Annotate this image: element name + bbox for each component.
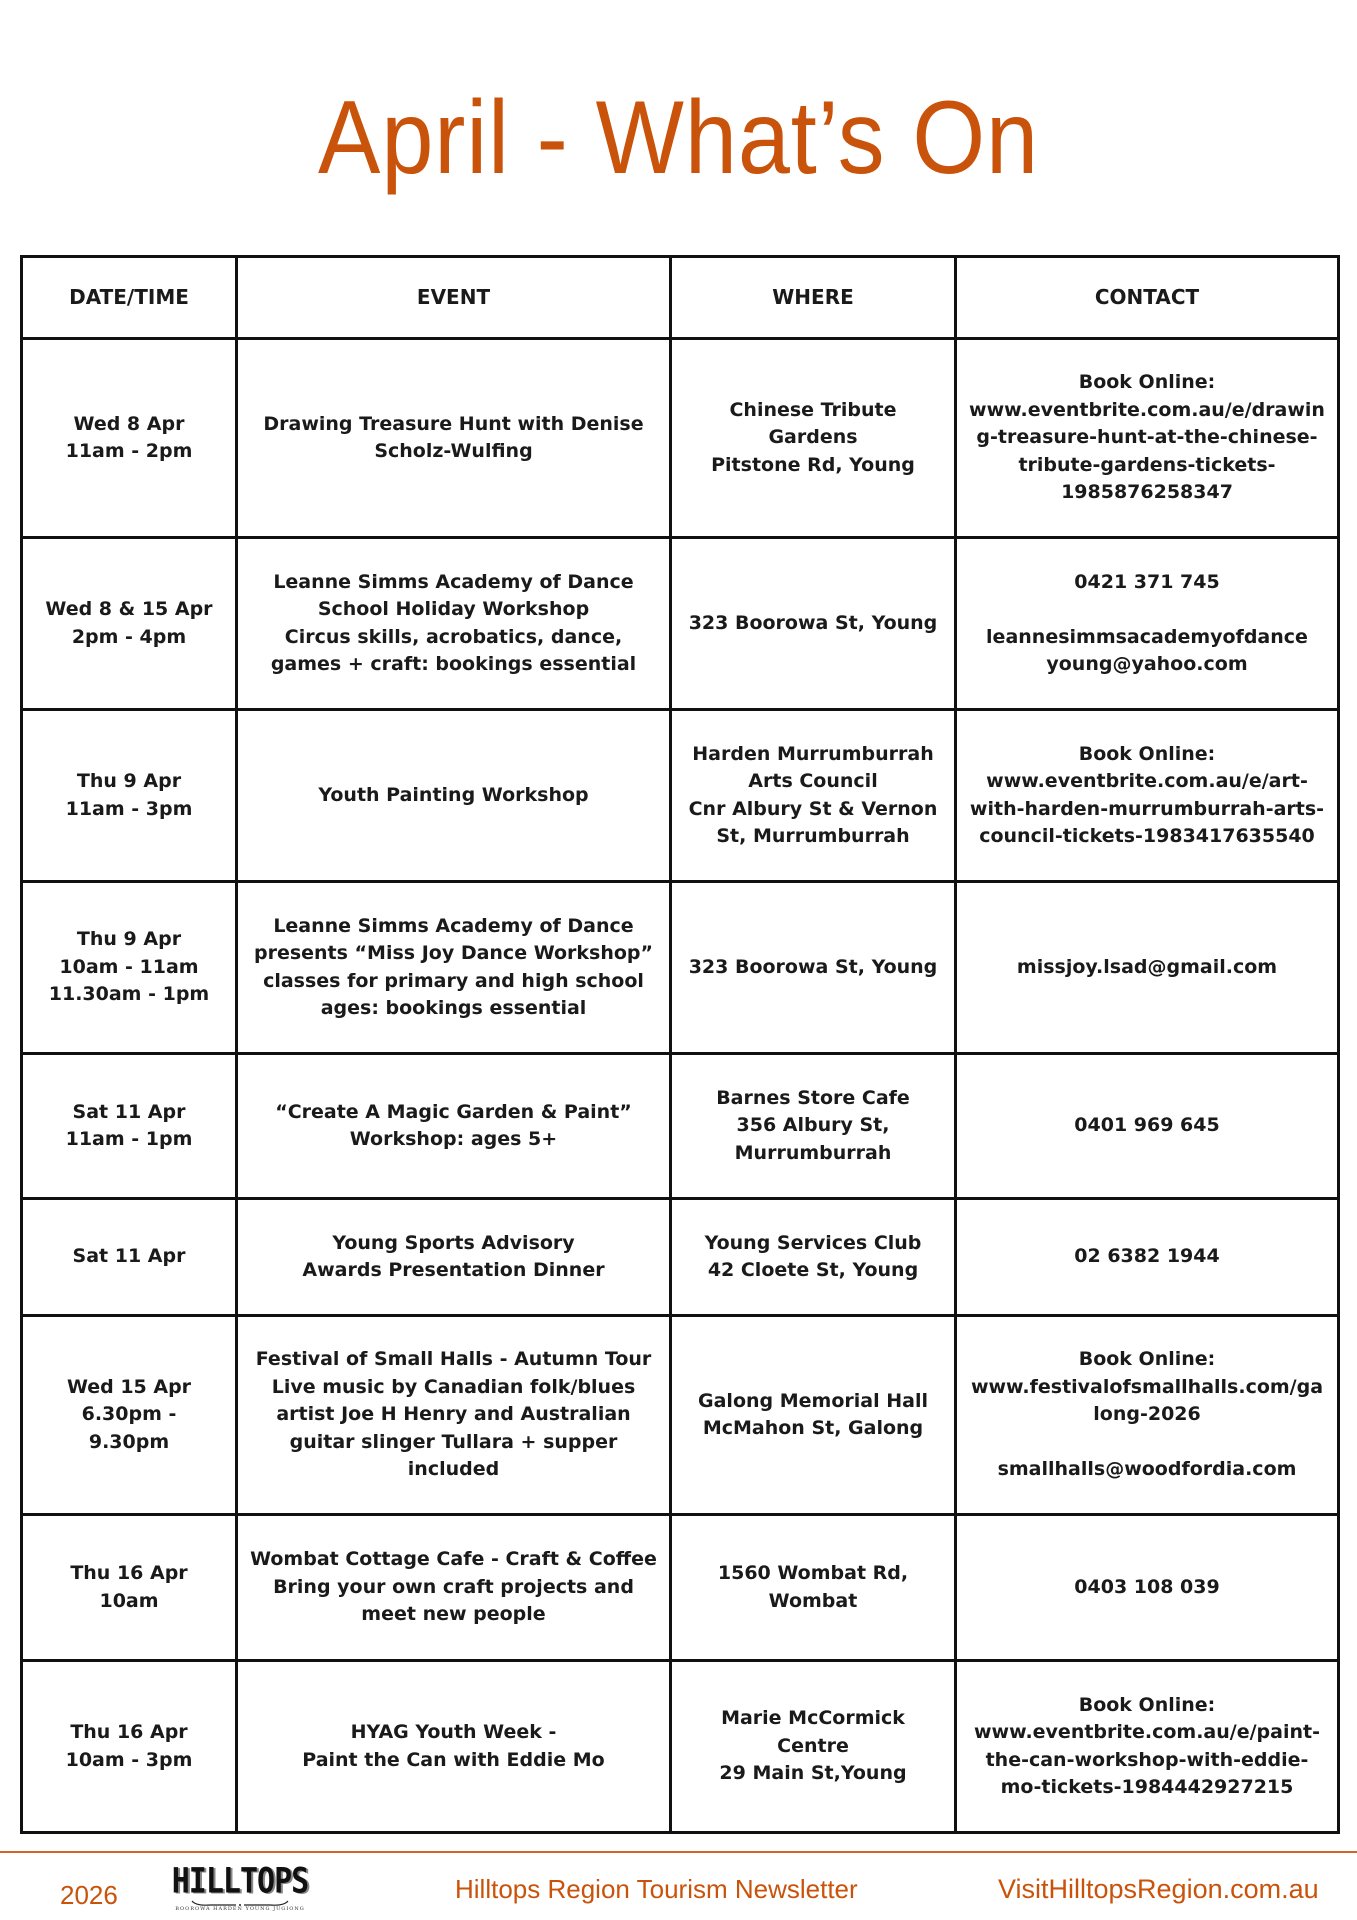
cell-where-line: Chinese Tribute <box>729 398 897 421</box>
cell-event-line: artist Joe H Henry and Australian <box>276 1403 631 1426</box>
cell-where-line: 1560 Wombat Rd, <box>717 1562 909 1584</box>
cell-contact <box>956 1054 1339 1199</box>
cell-where <box>671 1199 956 1316</box>
cell-event-line: Awards Presentation Dinner <box>302 1259 605 1281</box>
cell-where <box>671 339 956 538</box>
footer-website-link[interactable]: VisitHilltopsRegion.com.au <box>998 1874 1319 1904</box>
cell-contact-line: 02 6382 1944 <box>1074 1245 1220 1268</box>
cell-where-line: St, Murrumburrah <box>716 825 910 847</box>
header-date-time: DATE/TIME <box>22 257 237 339</box>
cell-event <box>237 710 671 882</box>
cell-date-line: Thu 16 Apr <box>70 1721 188 1743</box>
cell-contact-line[interactable]: www.festivalofsmallhalls.com/ga <box>970 1375 1324 1398</box>
page-title: April - What’s On <box>318 80 1039 196</box>
cell-contact-line: 0401 969 645 <box>1074 1114 1220 1137</box>
cell-where-line: McMahon St, Galong <box>702 1417 924 1439</box>
cell-contact-line: long-2026 <box>1093 1403 1201 1426</box>
cell-date-line: Wed 15 Apr <box>66 1375 192 1398</box>
cell-contact-line: the-can-workshop-with-eddie- <box>985 1748 1309 1771</box>
cell-date-line: 11.30am - 1pm <box>48 983 210 1006</box>
cell-contact-line[interactable]: www.eventbrite.com.au/e/paint- <box>974 1721 1320 1743</box>
cell-event-line: HYAG Youth Week - <box>350 1721 557 1743</box>
cell-where-line: Marie McCormick <box>721 1707 905 1730</box>
table-row <box>22 882 1339 1054</box>
cell-date-line: 10am - 3pm <box>65 1748 193 1771</box>
cell-date <box>22 1515 237 1661</box>
cell-contact <box>956 1661 1339 1833</box>
cell-contact-line: tribute-gardens-tickets- <box>1018 453 1276 476</box>
cell-where-line: 356 Albury St, <box>736 1114 890 1137</box>
cell-event-line: Bring your own craft projects and <box>273 1575 634 1598</box>
cell-contact-line: 1985876258347 <box>1061 481 1233 504</box>
cell-event <box>237 1515 671 1661</box>
cell-contact-line <box>963 1429 1331 1457</box>
cell-date-line: 2pm - 4pm <box>71 625 187 648</box>
cell-contact <box>956 882 1339 1054</box>
cell-date <box>22 339 237 538</box>
cell-where-line: 42 Cloete St, Young <box>707 1259 919 1281</box>
cell-event-line: Live music by Canadian folk/blues <box>271 1375 636 1398</box>
cell-date <box>22 1316 237 1515</box>
cell-event-line: ages: bookings essential <box>320 997 587 1019</box>
cell-contact-line[interactable]: www.eventbrite.com.au/e/art- <box>986 770 1308 792</box>
cell-event-line: Drawing Treasure Hunt with Denise <box>263 412 644 435</box>
cell-where-line: Pitstone Rd, Young <box>711 453 915 476</box>
cell-contact-line: g-treasure-hunt-at-the-chinese- <box>976 426 1318 449</box>
cell-event-line: meet new people <box>361 1603 546 1626</box>
cell-date-line: 11am - 3pm <box>65 797 193 820</box>
header-where: WHERE <box>671 257 956 339</box>
cell-event <box>237 882 671 1054</box>
cell-event-line: presents “Miss Joy Dance Workshop” <box>253 942 654 964</box>
cell-contact <box>956 538 1339 710</box>
table-header-row <box>22 257 1339 339</box>
cell-event-line: games + craft: bookings essential <box>270 653 637 675</box>
cell-where-line: Gardens <box>768 426 858 449</box>
table-row <box>22 1054 1339 1199</box>
table-row <box>22 1316 1339 1515</box>
cell-where-line: Centre <box>777 1734 849 1757</box>
cell-date-line: Wed 8 Apr <box>73 412 185 435</box>
cell-date-line: Sat 11 Apr <box>72 1100 186 1123</box>
cell-event <box>237 1316 671 1515</box>
cell-date-line: Sat 11 Apr <box>72 1245 186 1268</box>
cell-where-line: 29 Main St,Young <box>719 1762 907 1785</box>
cell-event-line: Leanne Simms Academy of Dance <box>273 914 634 937</box>
table-row <box>22 710 1339 882</box>
cell-where-line: Murrumburrah <box>734 1141 892 1164</box>
cell-contact-line[interactable]: smallhalls@woodfordia.com <box>997 1458 1297 1481</box>
cell-date-line: 6.30pm - <box>81 1403 177 1426</box>
cell-event <box>237 1661 671 1833</box>
cell-contact-line: Book Online: <box>1078 371 1216 394</box>
cell-contact <box>956 339 1339 538</box>
cell-where-line: Young Services Club <box>704 1231 922 1254</box>
cell-event <box>237 1199 671 1316</box>
header-event: EVENT <box>237 257 671 339</box>
cell-contact-line: 0403 108 039 <box>1074 1575 1220 1598</box>
cell-event-line: “Create A Magic Garden & Paint” <box>275 1100 632 1123</box>
footer-year: 2026 <box>60 1880 118 1910</box>
cell-event-line: Festival of Small Halls - Autumn Tour <box>255 1348 652 1371</box>
cell-event-line: included <box>407 1458 500 1481</box>
cell-contact-line: mo-tickets-1984442927215 <box>1000 1776 1294 1798</box>
footer-newsletter: Hilltops Region Tourism Newsletter <box>455 1874 858 1904</box>
cell-date-line: Thu 9 Apr <box>76 770 182 792</box>
cell-event-line: Scholz-Wulfing <box>374 440 533 462</box>
cell-date-line: 11am - 2pm <box>65 440 193 462</box>
cell-date <box>22 538 237 710</box>
cell-event-line: Paint the Can with Eddie Mo <box>302 1748 605 1771</box>
cell-where <box>671 1316 956 1515</box>
cell-event-line: Youth Painting Workshop <box>318 783 589 806</box>
table-row <box>22 1515 1339 1661</box>
logo-subtitle: BOOROWA HARDEN YOUNG JUGIONG <box>175 1906 305 1912</box>
cell-date-line: 9.30pm <box>88 1430 170 1453</box>
cell-contact <box>956 1199 1339 1316</box>
cell-date <box>22 1054 237 1199</box>
cell-date-line: 10am <box>99 1589 159 1612</box>
cell-where <box>671 538 956 710</box>
cell-contact-line[interactable]: young@yahoo.com <box>1046 653 1248 675</box>
table-row <box>22 538 1339 710</box>
cell-event <box>237 339 671 538</box>
cell-where-line: Barnes Store Cafe <box>716 1086 910 1109</box>
cell-event-line: Young Sports Advisory <box>332 1231 575 1254</box>
cell-event-line: Circus skills, acrobatics, dance, <box>284 625 623 648</box>
footer-divider <box>0 1851 1357 1853</box>
cell-event <box>237 1054 671 1199</box>
cell-where <box>671 710 956 882</box>
cell-contact-line: leannesimmsacademyofdance <box>986 625 1308 648</box>
cell-contact-line[interactable]: missjoy.lsad@gmail.com <box>1016 955 1278 978</box>
cell-contact-line: Book Online: <box>1078 1693 1216 1716</box>
cell-event-line: classes for primary and high school <box>263 969 644 992</box>
cell-date-line: Thu 16 Apr <box>70 1562 188 1584</box>
cell-contact <box>956 1515 1339 1661</box>
cell-where <box>671 1054 956 1199</box>
cell-where-line: Arts Council <box>748 770 878 792</box>
footer <box>0 1861 1357 1918</box>
header-contact: CONTACT <box>956 257 1339 339</box>
events-table <box>20 255 1340 1834</box>
cell-contact <box>956 1316 1339 1515</box>
cell-date-line: Wed 8 & 15 Apr <box>45 598 213 620</box>
cell-where-line: Wombat <box>768 1589 858 1612</box>
cell-contact-line: Book Online: <box>1078 1348 1216 1371</box>
cell-where <box>671 882 956 1054</box>
cell-where-line: Galong Memorial Hall <box>698 1389 928 1412</box>
cell-event-line: guitar slinger Tullara + supper <box>289 1430 618 1453</box>
cell-contact-line: council-tickets-1983417635540 <box>979 825 1315 847</box>
cell-contact-line: with-harden-murrumburrah-arts- <box>969 797 1325 820</box>
cell-contact <box>956 710 1339 882</box>
cell-where-line: 323 Boorowa St, Young <box>688 611 938 634</box>
cell-date-line: 10am - 11am <box>59 955 199 978</box>
table-row <box>22 1199 1339 1316</box>
cell-event-line: School Holiday Workshop <box>317 598 590 620</box>
table-row <box>22 339 1339 538</box>
cell-event-line: Workshop: ages 5+ <box>349 1128 558 1150</box>
cell-event <box>237 538 671 710</box>
cell-where-line: Harden Murrumburrah <box>692 742 934 765</box>
cell-where-line: Cnr Albury St & Vernon <box>688 797 938 820</box>
cell-where <box>671 1661 956 1833</box>
cell-date <box>22 1199 237 1316</box>
cell-event-line: Leanne Simms Academy of Dance <box>273 570 634 593</box>
hilltops-logo <box>165 1861 315 1918</box>
cell-contact-line: Book Online: <box>1078 742 1216 765</box>
cell-date <box>22 1661 237 1833</box>
cell-contact-line: 0421 371 745 <box>1074 570 1220 593</box>
cell-contact-line <box>963 596 1331 624</box>
table-row <box>22 1661 1339 1833</box>
cell-date-line: 11am - 1pm <box>65 1128 193 1150</box>
logo-wordmark: HILLTOPS <box>171 1861 309 1902</box>
cell-date <box>22 882 237 1054</box>
cell-date-line: Thu 9 Apr <box>76 928 182 951</box>
cell-contact-line[interactable]: www.eventbrite.com.au/e/drawin <box>969 398 1325 421</box>
cell-event-line: Wombat Cottage Cafe - Craft & Coffee <box>250 1548 657 1571</box>
cell-where-line: 323 Boorowa St, Young <box>688 955 938 978</box>
cell-date <box>22 710 237 882</box>
cell-where <box>671 1515 956 1661</box>
